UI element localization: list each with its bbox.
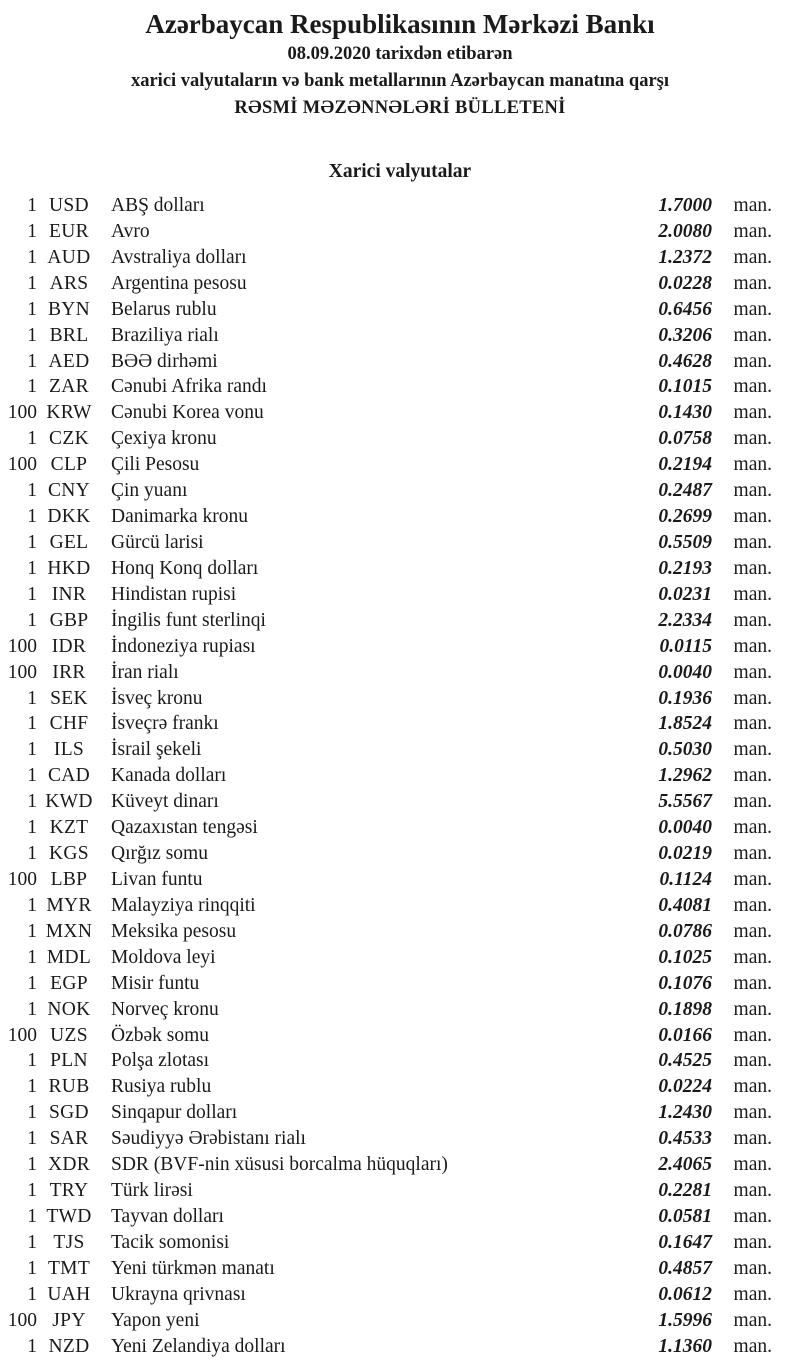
table-row <box>0 426 772 452</box>
table-row <box>0 971 772 997</box>
exchange-rate: 0.1025 <box>658 946 712 968</box>
table-row <box>0 323 772 349</box>
quantity: 1 <box>27 1231 37 1253</box>
exchange-rate: 0.4533 <box>658 1128 712 1150</box>
quantity: 100 <box>7 1024 37 1046</box>
unit-label: man. <box>733 1231 772 1253</box>
exchange-rate: 0.4628 <box>658 350 712 372</box>
quantity: 1 <box>27 324 37 346</box>
quantity: 1 <box>27 220 37 242</box>
currency-name: ABŞ dolları <box>111 195 205 216</box>
exchange-rate: 0.2193 <box>658 557 712 579</box>
exchange-rate: 1.5996 <box>658 1309 712 1331</box>
exchange-rate: 1.7000 <box>658 195 712 216</box>
unit-label: man. <box>733 1154 772 1176</box>
unit-label: man. <box>733 557 772 579</box>
exchange-rate: 0.1898 <box>658 998 712 1020</box>
table-row <box>0 789 772 815</box>
unit-label: man. <box>733 1102 772 1124</box>
currency-name: İndoneziya rupiası <box>111 635 256 657</box>
currency-code: MDL <box>46 946 92 968</box>
currency-name: Türk lirəsi <box>111 1180 193 1202</box>
exchange-rate: 0.2487 <box>658 480 712 502</box>
quantity: 1 <box>27 946 37 968</box>
exchange-rate: 0.0040 <box>658 817 712 839</box>
unit-label: man. <box>733 739 772 761</box>
table-row <box>0 660 772 686</box>
currency-name: İngilis funt sterlinqi <box>111 609 266 631</box>
currency-name: Belarus rublu <box>111 298 217 320</box>
quantity: 1 <box>27 998 37 1020</box>
exchange-rate: 0.0224 <box>658 1076 712 1098</box>
unit-label: man. <box>733 195 772 216</box>
table-row <box>0 815 772 841</box>
quantity: 1 <box>27 817 37 839</box>
exchange-rate: 0.1015 <box>658 376 712 398</box>
currency-name: Moldova leyi <box>111 946 216 968</box>
currency-code: ZAR <box>49 376 89 398</box>
exchange-rate: 0.2194 <box>658 454 712 476</box>
quantity: 1 <box>27 195 37 216</box>
unit-label: man. <box>733 402 772 424</box>
currency-name: Cənubi Afrika randı <box>111 376 267 398</box>
exchange-rate: 0.1936 <box>658 687 712 709</box>
table-row <box>0 686 772 712</box>
quantity: 1 <box>27 1154 37 1176</box>
currency-name: Livan funtu <box>111 868 203 890</box>
table-row <box>0 634 772 660</box>
exchange-rate: 0.6456 <box>658 298 712 320</box>
currency-code: JPY <box>52 1309 86 1331</box>
exchange-rate: 2.4065 <box>658 1154 712 1176</box>
currency-name: Yeni türkmən manatı <box>111 1257 275 1279</box>
currency-code: LBP <box>50 868 88 890</box>
exchange-rate: 0.5030 <box>658 739 712 761</box>
exchange-rate: 0.4857 <box>658 1257 712 1279</box>
table-row <box>0 271 772 297</box>
exchange-rate: 0.3206 <box>658 324 712 346</box>
currency-code: CLP <box>50 454 88 476</box>
quantity: 1 <box>27 272 37 294</box>
exchange-rate: 2.0080 <box>658 220 712 242</box>
document-header <box>0 0 800 122</box>
table-row <box>0 1308 772 1334</box>
table-row <box>0 919 772 945</box>
table-row <box>0 297 772 323</box>
rates-table <box>0 193 800 1359</box>
quantity: 1 <box>27 1050 37 1072</box>
currency-code: MYR <box>46 894 92 916</box>
currency-name: Tacik somonisi <box>111 1231 230 1253</box>
unit-label: man. <box>733 661 772 683</box>
currency-code: USD <box>49 195 89 216</box>
currency-name: Gürcü larisi <box>111 531 204 553</box>
unit-label: man. <box>733 843 772 865</box>
exchange-rate: 0.0166 <box>658 1024 712 1046</box>
table-row <box>0 867 772 893</box>
currency-code: XDR <box>47 1154 91 1176</box>
quantity: 1 <box>27 765 37 787</box>
exchange-rate: 1.2430 <box>658 1102 712 1124</box>
currency-code: TMT <box>47 1257 91 1279</box>
unit-label: man. <box>733 817 772 839</box>
quantity: 1 <box>27 1257 37 1279</box>
table-row <box>0 193 772 219</box>
table-row <box>0 245 772 271</box>
unit-label: man. <box>733 428 772 450</box>
table-row <box>0 1100 772 1126</box>
table-row <box>0 893 772 919</box>
currency-name: Avstraliya dolları <box>111 246 247 268</box>
currency-code: BYN <box>47 298 91 320</box>
exchange-rate: 0.0786 <box>658 920 712 942</box>
currency-code: NZD <box>48 1335 90 1357</box>
table-row <box>0 1074 772 1100</box>
currency-name: Səudiyyə Ərəbistanı rialı <box>111 1128 306 1150</box>
quantity: 1 <box>27 428 37 450</box>
quantity: 100 <box>7 402 37 424</box>
currency-code: PLN <box>50 1050 88 1072</box>
currency-code: AUD <box>47 246 91 268</box>
currency-code: BRL <box>49 324 89 346</box>
currency-name: Danimarka kronu <box>111 506 248 528</box>
quantity: 1 <box>27 791 37 813</box>
exchange-rate: 0.0219 <box>658 843 712 865</box>
unit-label: man. <box>733 713 772 735</box>
currency-code: KZT <box>49 817 89 839</box>
unit-label: man. <box>733 246 772 268</box>
unit-label: man. <box>733 583 772 605</box>
unit-label: man. <box>733 609 772 631</box>
exchange-rate: 5.5567 <box>658 791 712 813</box>
currency-code: IDR <box>51 635 87 657</box>
unit-label: man. <box>733 220 772 242</box>
quantity: 1 <box>27 480 37 502</box>
subject-line: xarici valyutaların və bank metallarının Azərbaycan manatına qarşı <box>130 71 670 91</box>
table-row <box>0 1178 772 1204</box>
table-row <box>0 219 772 245</box>
unit-label: man. <box>733 1050 772 1072</box>
currency-name: Yeni Zelandiya dolları <box>111 1335 286 1357</box>
exchange-rate: 0.2699 <box>658 506 712 528</box>
quantity: 100 <box>7 454 37 476</box>
table-row <box>0 1282 772 1308</box>
table-row <box>0 452 772 478</box>
currency-code: KRW <box>46 402 92 424</box>
table-row <box>0 711 772 737</box>
unit-label: man. <box>733 1128 772 1150</box>
quantity: 100 <box>7 661 37 683</box>
quantity: 1 <box>27 609 37 631</box>
currency-name: Çexiya kronu <box>111 428 217 450</box>
currency-code: HKD <box>47 557 91 579</box>
unit-label: man. <box>733 1257 772 1279</box>
currency-code: ILS <box>53 739 85 761</box>
table-row <box>0 556 772 582</box>
table-row <box>0 374 772 400</box>
quantity: 1 <box>27 583 37 605</box>
quantity: 1 <box>27 246 37 268</box>
exchange-rate: 0.1647 <box>658 1231 712 1253</box>
currency-name: Malayziya rinqqiti <box>111 894 256 916</box>
currency-code: SEK <box>50 687 88 709</box>
currency-code: CZK <box>49 428 89 450</box>
table-row <box>0 945 772 971</box>
currency-name: Sinqapur dolları <box>111 1102 238 1124</box>
quantity: 1 <box>27 687 37 709</box>
quantity: 1 <box>27 1102 37 1124</box>
currency-code: MXN <box>45 920 93 942</box>
table-row <box>0 737 772 763</box>
unit-label: man. <box>733 480 772 502</box>
currency-name: BƏƏ dirhəmi <box>111 350 218 372</box>
currency-code: CAD <box>47 765 91 787</box>
quantity: 1 <box>27 1335 37 1357</box>
currency-name: Çili Pesosu <box>111 454 200 476</box>
unit-label: man. <box>733 1309 772 1331</box>
bulletin-title: RƏSMİ MƏZƏNNƏLƏRİ BÜLLETENİ <box>234 98 566 118</box>
currency-code: GBP <box>49 609 89 631</box>
quantity: 1 <box>27 1076 37 1098</box>
unit-label: man. <box>733 1180 772 1202</box>
currency-name: Misir funtu <box>111 972 200 994</box>
effective-date-line: 08.09.2020 tarixdən etibarən <box>287 44 513 64</box>
table-row <box>0 763 772 789</box>
quantity: 1 <box>27 350 37 372</box>
exchange-rate: 0.0581 <box>658 1205 712 1227</box>
currency-name: İsrail şekeli <box>111 739 202 761</box>
exchange-rate: 0.1430 <box>658 402 712 424</box>
quantity: 100 <box>7 635 37 657</box>
quantity: 1 <box>27 1180 37 1202</box>
currency-code: UAH <box>47 1283 91 1305</box>
unit-label: man. <box>733 506 772 528</box>
table-row <box>0 997 772 1023</box>
unit-label: man. <box>733 272 772 294</box>
currency-code: INR <box>51 583 87 605</box>
currency-code: NOK <box>47 998 91 1020</box>
currency-code: EGP <box>50 972 88 994</box>
currency-name: İsveç kronu <box>111 687 203 709</box>
currency-name: Özbək somu <box>111 1024 210 1046</box>
table-row <box>0 1152 772 1178</box>
currency-name: Ukrayna qrivnası <box>111 1283 246 1305</box>
currency-name: Hindistan rupisi <box>111 583 237 605</box>
currency-name: Argentina pesosu <box>111 272 247 294</box>
table-row <box>0 1334 772 1360</box>
unit-label: man. <box>733 894 772 916</box>
currency-code: UZS <box>50 1024 88 1046</box>
unit-label: man. <box>733 454 772 476</box>
exchange-rate: 0.1124 <box>659 868 712 890</box>
exchange-rate: 0.0758 <box>658 428 712 450</box>
unit-label: man. <box>733 1335 772 1357</box>
unit-label: man. <box>733 1205 772 1227</box>
exchange-rate: 1.8524 <box>658 713 712 735</box>
exchange-rate: 1.1360 <box>658 1335 712 1357</box>
quantity: 1 <box>27 739 37 761</box>
table-row <box>0 841 772 867</box>
currency-code: EUR <box>49 220 89 242</box>
currency-code: SGD <box>49 1102 89 1124</box>
unit-label: man. <box>733 1076 772 1098</box>
currency-code: SAR <box>49 1128 89 1150</box>
exchange-rate: 0.0040 <box>658 661 712 683</box>
unit-label: man. <box>733 350 772 372</box>
currency-name: İsveçrə frankı <box>111 713 219 735</box>
table-row <box>0 1204 772 1230</box>
currency-name: Meksika pesosu <box>111 920 237 942</box>
unit-label: man. <box>733 868 772 890</box>
table-row <box>0 530 772 556</box>
currency-name: Qazaxıstan tengəsi <box>111 817 258 839</box>
currency-code: AED <box>48 350 90 372</box>
quantity: 1 <box>27 531 37 553</box>
unit-label: man. <box>733 791 772 813</box>
quantity: 1 <box>27 972 37 994</box>
exchange-rate: 2.2334 <box>658 609 712 631</box>
exchange-rate: 0.0612 <box>658 1283 712 1305</box>
exchange-rate: 0.5509 <box>658 531 712 553</box>
unit-label: man. <box>733 972 772 994</box>
currency-name: Tayvan dolları <box>111 1205 224 1227</box>
currency-name: Kanada dolları <box>111 765 227 787</box>
currency-code: GEL <box>49 531 89 553</box>
currency-name: Rusiya rublu <box>111 1076 212 1098</box>
table-row <box>0 608 772 634</box>
table-row <box>0 478 772 504</box>
quantity: 1 <box>27 1205 37 1227</box>
unit-label: man. <box>733 1024 772 1046</box>
currency-name: Honq Konq dolları <box>111 557 259 579</box>
currency-name: İran rialı <box>111 661 179 683</box>
table-row <box>0 504 772 530</box>
currency-code: IRR <box>52 661 86 683</box>
currency-code: KGS <box>49 843 89 865</box>
quantity: 1 <box>27 1283 37 1305</box>
currency-code: DKK <box>47 506 91 528</box>
currency-code: CHF <box>49 713 89 735</box>
currency-code: KWD <box>45 791 93 813</box>
table-row <box>0 1023 772 1049</box>
unit-label: man. <box>733 687 772 709</box>
exchange-rate: 0.1076 <box>658 972 712 994</box>
currency-name: Braziliya rialı <box>111 324 219 346</box>
currency-name: Çin yuanı <box>111 480 188 502</box>
quantity: 100 <box>7 868 37 890</box>
unit-label: man. <box>733 298 772 320</box>
currency-code: CNY <box>47 480 91 502</box>
currency-name: Cənubi Korea vonu <box>111 402 264 424</box>
quantity: 1 <box>27 843 37 865</box>
unit-label: man. <box>733 635 772 657</box>
quantity: 1 <box>27 506 37 528</box>
table-row <box>0 1230 772 1256</box>
exchange-rate: 0.4525 <box>658 1050 712 1072</box>
exchange-rate: 0.0115 <box>659 635 712 657</box>
quantity: 100 <box>7 1309 37 1331</box>
exchange-rate: 0.4081 <box>658 894 712 916</box>
unit-label: man. <box>733 1283 772 1305</box>
section-title-foreign-currencies: Xarici valyutalar <box>328 161 472 182</box>
unit-label: man. <box>733 998 772 1020</box>
currency-name: Qırğız somu <box>111 843 208 865</box>
unit-label: man. <box>733 765 772 787</box>
currency-code: TRY <box>49 1180 89 1202</box>
quantity: 1 <box>27 1128 37 1150</box>
currency-name: Norveç kronu <box>111 998 219 1020</box>
bank-name-title: Azərbaycan Respublikasının Mərkəzi Bankı <box>145 9 655 39</box>
exchange-rate: 1.2372 <box>658 246 712 268</box>
currency-code: RUB <box>48 1076 90 1098</box>
currency-code: TWD <box>46 1205 92 1227</box>
table-row <box>0 400 772 426</box>
table-row <box>0 1048 772 1074</box>
quantity: 1 <box>27 713 37 735</box>
quantity: 1 <box>27 894 37 916</box>
exchange-rate: 0.0231 <box>658 583 712 605</box>
unit-label: man. <box>733 531 772 553</box>
quantity: 1 <box>27 298 37 320</box>
unit-label: man. <box>733 376 772 398</box>
currency-name: Polşa zlotası <box>111 1050 210 1072</box>
exchange-rate: 1.2962 <box>658 765 712 787</box>
quantity: 1 <box>27 920 37 942</box>
exchange-rate: 0.2281 <box>658 1180 712 1202</box>
currency-name: SDR (BVF-nin xüsusi borcalma hüquqları) <box>111 1154 448 1176</box>
table-row <box>0 1256 772 1282</box>
table-row <box>0 582 772 608</box>
currency-name: Küveyt dinarı <box>111 791 219 813</box>
exchange-rate: 0.0228 <box>658 272 712 294</box>
currency-code: TJS <box>53 1231 85 1253</box>
unit-label: man. <box>733 324 772 346</box>
quantity: 1 <box>27 557 37 579</box>
currency-name: Avro <box>111 220 150 242</box>
currency-code: ARS <box>49 272 89 294</box>
unit-label: man. <box>733 920 772 942</box>
unit-label: man. <box>733 946 772 968</box>
quantity: 1 <box>27 376 37 398</box>
currency-name: Yapon yeni <box>111 1309 200 1331</box>
table-row <box>0 1126 772 1152</box>
table-row <box>0 349 772 375</box>
